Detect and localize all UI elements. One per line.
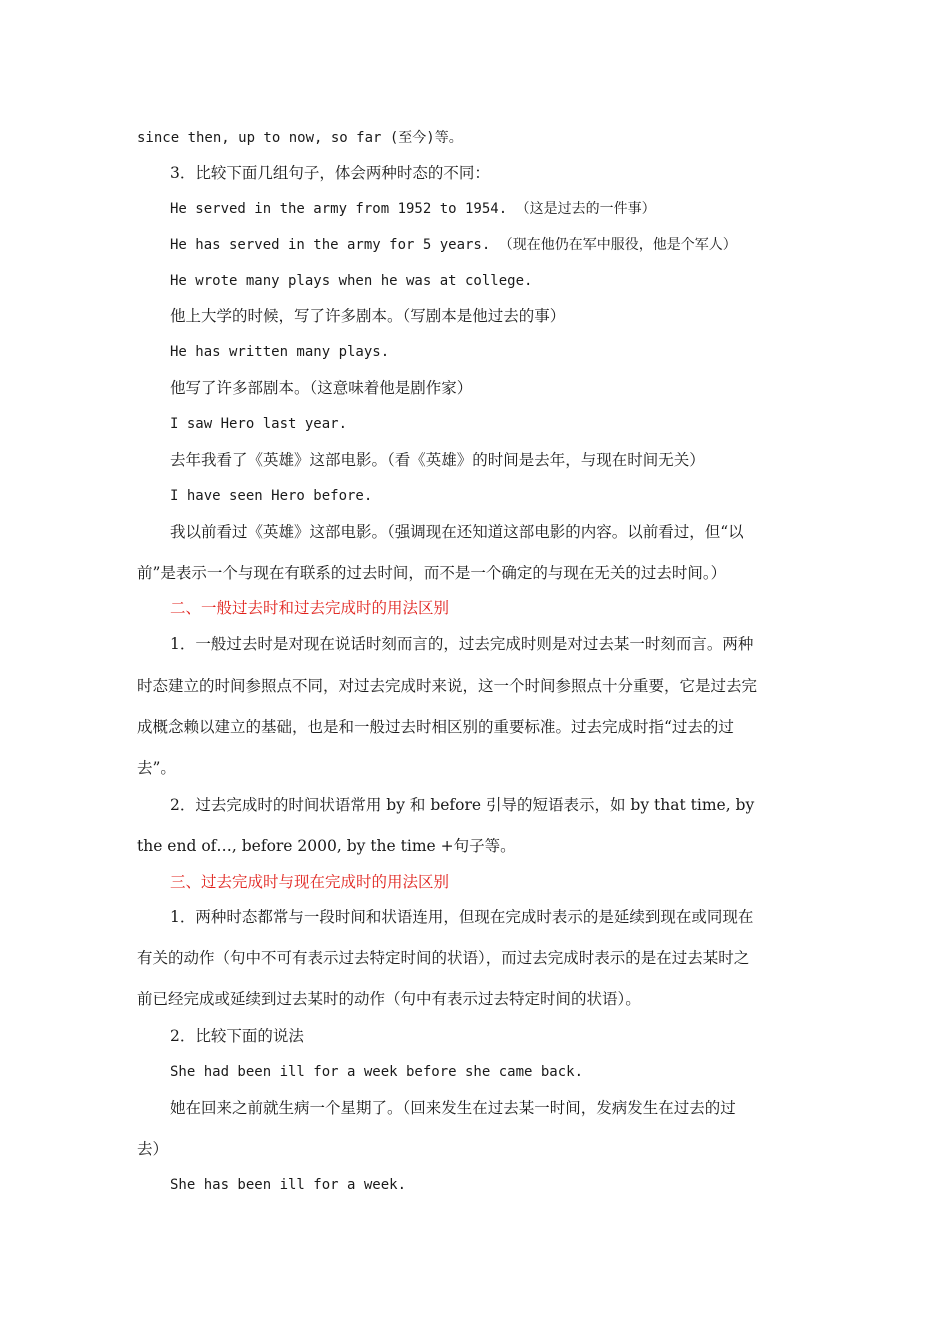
text-line: 3．比较下面几组句子，体会两种时态的不同： — [170, 164, 490, 182]
example-sentence: I saw Hero last year. — [170, 416, 348, 432]
text-line: 1．一般过去时是对现在说话时刻而言的，过去完成时则是对过去某一时刻而言。两种 — [170, 635, 754, 653]
example-sentence: I have seen Hero before. — [170, 488, 373, 504]
text-line: 去年我看了《英雄》这部电影。（看《英雄》的时间是去年，与现在时间无关） — [170, 451, 705, 469]
example-sentence: He has written many plays. — [170, 344, 390, 360]
text-line: 2．比较下面的说法 — [170, 1027, 304, 1045]
text-line: since then, up to now, so far (至今)等。 — [137, 130, 463, 146]
section-heading: 三、过去完成时与现在完成时的用法区别 — [170, 873, 450, 891]
text-line: 他上大学的时候，写了许多剧本。（写剧本是他过去的事） — [170, 307, 566, 325]
text-line: 前”是表示一个与现在有联系的过去时间，而不是一个确定的与现在无关的过去时间。） — [137, 564, 727, 582]
text-line: 2．过去完成时的时间状语常用 by 和 before 引导的短语表示，如 by that time, by — [170, 796, 755, 814]
text-line: 去”。 — [137, 759, 176, 777]
text-line: 她在回来之前就生病一个星期了。（回来发生在过去某一时间，发病发生在过去的过 — [170, 1099, 736, 1117]
text-line: 时态建立的时间参照点不同，对过去完成时来说，这一个时间参照点十分重要，它是过去完 — [137, 677, 758, 695]
section-heading: 二、一般过去时和过去完成时的用法区别 — [170, 599, 450, 617]
text-line: 前已经完成或延续到过去某时的动作（句中有表示过去特定时间的状语）。 — [137, 990, 641, 1008]
text-line: the end of…, before 2000, by the time +句子等。 — [137, 837, 516, 855]
text-line: 有关的动作（句中不可有表示过去特定时间的状语），而过去完成时表示的是在过去某时之 — [137, 949, 750, 967]
text-line: 我以前看过《英雄》这部电影。（强调现在还知道这部电影的内容。以前看过，但“以 — [170, 523, 744, 541]
example-sentence: He wrote many plays when he was at college. — [170, 273, 533, 289]
text-line: 成概念赖以建立的基础，也是和一般过去时相区别的重要标准。过去完成时指“过去的过 — [137, 718, 734, 736]
text-line: 去） — [137, 1140, 169, 1158]
example-sentence: He has served in the army for 5 years. （现在他仍在军中服役，他是个军人） — [170, 237, 737, 253]
example-sentence: She has been ill for a week. — [170, 1177, 407, 1193]
example-sentence: She had been ill for a week before she came back. — [170, 1064, 584, 1080]
text-line: 1．两种时态都常与一段时间和状语连用，但现在完成时表示的是延续到现在或同现在 — [170, 908, 754, 926]
text-line: 他写了许多部剧本。（这意味着他是剧作家） — [170, 379, 473, 397]
example-sentence: He served in the army from 1952 to 1954. （这是过去的一件事） — [170, 201, 656, 217]
